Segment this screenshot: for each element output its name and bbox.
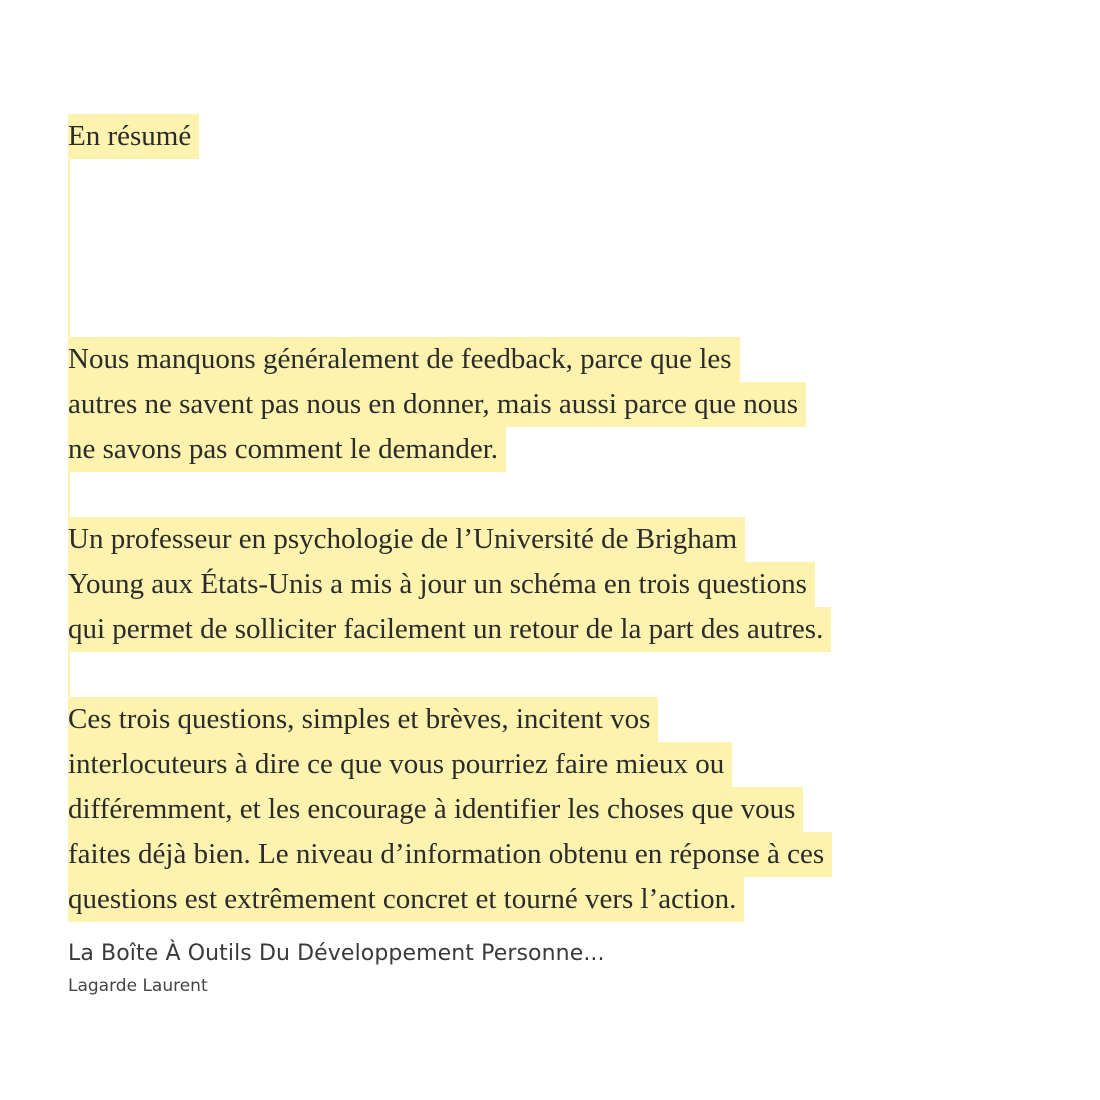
quote-line: interlocuteurs à dire ce que vous pourriez faire mieux ou: [68, 742, 732, 787]
quote-line: questions est extrêmement concret et tourné vers l’action.: [68, 877, 744, 922]
highlight-card: [68, 114, 1028, 1000]
highlight-gap: [68, 159, 70, 337]
book-title: La Boîte À Outils Du Développement Personne...: [68, 941, 605, 966]
highlight-gap: [68, 472, 70, 517]
quote-line: Nous manquons généralement de feedback, parce que les: [68, 337, 740, 382]
highlight-gap: [68, 652, 70, 697]
quote-line: faites déjà bien. Le niveau d’information obtenu en réponse à ces: [68, 832, 832, 877]
book-author: Lagarde Laurent: [68, 976, 208, 996]
highlighted-quote[interactable]: [68, 114, 1028, 922]
quote-line: Ces trois questions, simples et brèves, incitent vos: [68, 697, 658, 742]
quote-line: Young aux États-Unis a mis à jour un schéma en trois questions: [68, 562, 815, 607]
quote-line: qui permet de solliciter facilement un retour de la part des autres.: [68, 607, 831, 652]
quote-line: autres ne savent pas nous en donner, mais aussi parce que nous: [68, 382, 806, 427]
quote-line: Un professeur en psychologie de l’Université de Brigham: [68, 517, 745, 562]
quote-line: ne savons pas comment le demander.: [68, 427, 506, 472]
book-source[interactable]: [68, 936, 1028, 1000]
quote-heading: En résumé: [68, 114, 199, 159]
quote-line: différemment, et les encourage à identifier les choses que vous: [68, 787, 803, 832]
